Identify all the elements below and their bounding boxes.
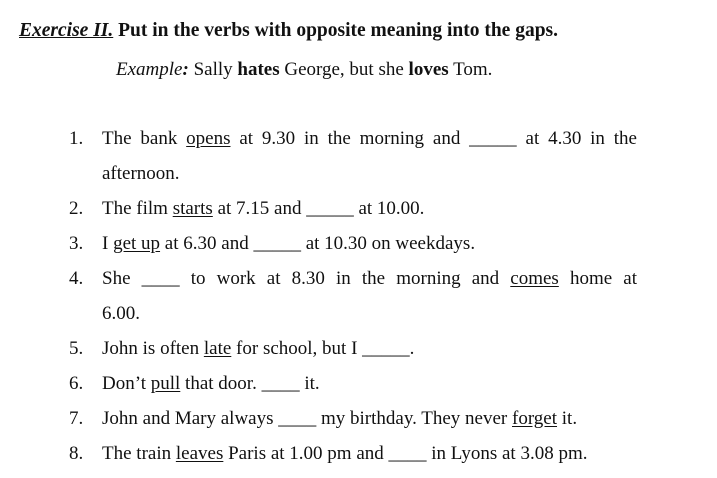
example-text-2: George, but she <box>279 59 409 80</box>
item-text-before: The bank <box>102 128 187 149</box>
item-text-after: for school, but I _____. <box>231 338 415 359</box>
item-text-after: it. <box>557 408 578 429</box>
example-verb-hates: hates <box>237 59 280 80</box>
item-number: 5. <box>69 338 84 359</box>
item-text-before: John is often <box>102 338 204 359</box>
underlined-verb: pull <box>150 373 181 394</box>
example-text-3: Tom. <box>448 59 493 80</box>
item-text-after: at 9.30 in the morning and _____ at 4.30 in the <box>230 128 637 149</box>
item-text-before: The film <box>102 198 173 219</box>
item-text <box>102 128 637 150</box>
item-text-after: that door. ____ it. <box>180 373 320 394</box>
item-text-after: at 7.15 and _____ at 10.00. <box>212 198 425 219</box>
example-label: Example <box>116 59 183 80</box>
item-number: 3. <box>69 233 84 254</box>
example-text-1: Sally <box>193 59 238 80</box>
example-colon: : <box>182 59 189 80</box>
item-text <box>102 338 414 360</box>
item-text-after: home at <box>558 268 637 289</box>
underlined-verb: late <box>203 338 232 359</box>
example-verb-loves: loves <box>408 59 449 80</box>
exercise-instruction: Put in the verbs with opposite meaning into the gaps. <box>118 20 558 41</box>
underlined-verb: starts <box>172 198 213 219</box>
item-number: 6. <box>69 373 84 394</box>
example-line <box>116 59 492 81</box>
item-text <box>102 373 320 395</box>
item-text-before: She ____ to work at 8.30 in the morning and <box>102 268 511 289</box>
item-number: 8. <box>69 443 84 464</box>
item-1-continuation: afternoon. <box>102 163 180 184</box>
item-number: 1. <box>69 128 84 149</box>
item-text <box>102 443 588 465</box>
underlined-verb: comes <box>510 268 559 289</box>
item-text-before: The train <box>102 443 176 464</box>
item-text <box>102 268 637 290</box>
item-text <box>102 233 475 255</box>
item-text-after: at 6.30 and _____ at 10.30 on weekdays. <box>160 233 476 254</box>
item-text-before: I <box>102 233 114 254</box>
item-number: 4. <box>69 268 84 289</box>
item-text-after: Paris at 1.00 pm and ____ in Lyons at 3.08 pm. <box>223 443 588 464</box>
exercise-label: Exercise II. <box>19 20 114 41</box>
item-4-continuation: 6.00. <box>102 303 140 324</box>
underlined-verb: forget <box>512 408 558 429</box>
underlined-verb: opens <box>186 128 231 149</box>
item-text-before: Don’t <box>102 373 151 394</box>
item-text <box>102 408 577 430</box>
item-text <box>102 198 424 220</box>
underlined-verb: get up <box>113 233 161 254</box>
item-text-before: John and Mary always ____ my birthday. They never <box>102 408 512 429</box>
exercise-title <box>19 20 558 42</box>
item-number: 2. <box>69 198 84 219</box>
underlined-verb: leaves <box>175 443 224 464</box>
item-number: 7. <box>69 408 84 429</box>
